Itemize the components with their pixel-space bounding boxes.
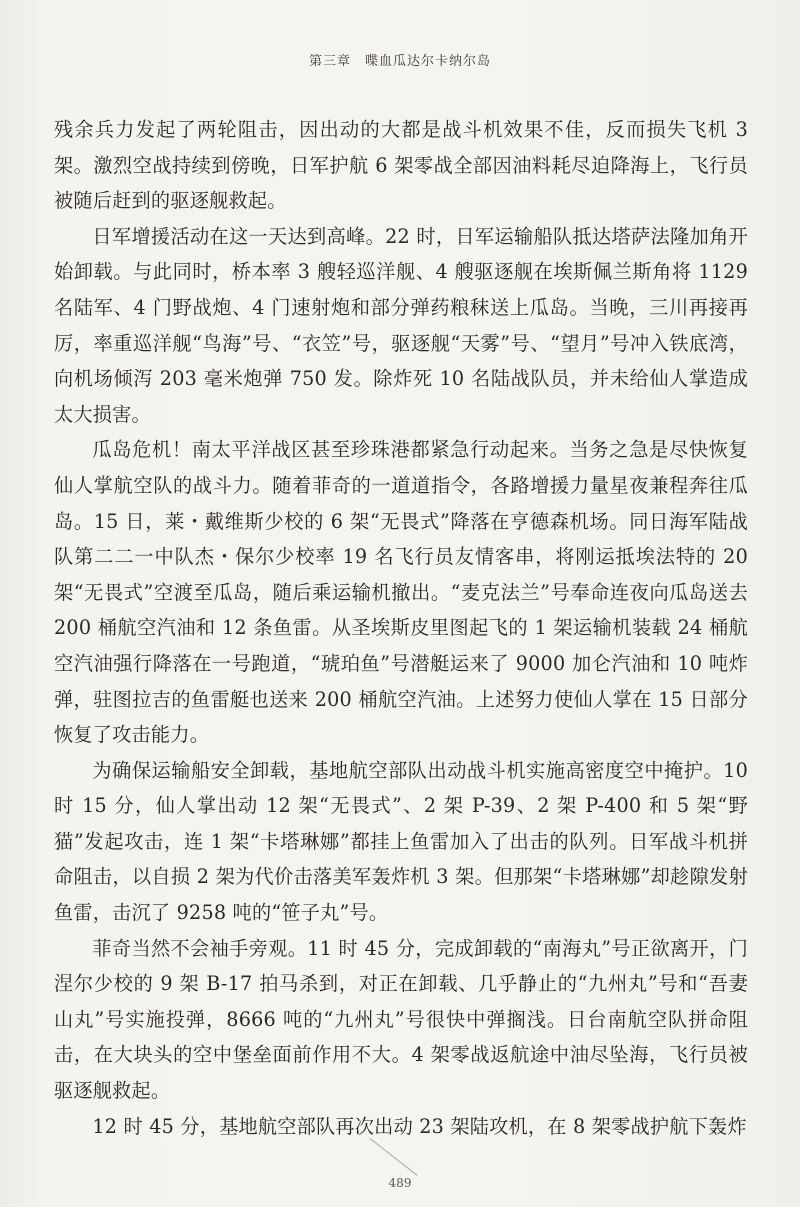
page-number: 489	[388, 1176, 412, 1190]
paragraph-1: 残余兵力发起了两轮阻击，因出动的大都是战斗机效果不佳，反而损失飞机 3 架。激烈空战持续到傍晚，日军护航 6 架零战全部因油料耗尽迫降海上，飞行员被随后赶到的驱逐舰救起。	[54, 118, 748, 213]
paragraph-5: 菲奇当然不会袖手旁观。11 时 45 分，完成卸载的“南海丸”号正欲离开，门涅尔少校的 9 架 B-17 拍马杀到，对正在卸载、几乎静止的“九州丸”号和“吾妻山丸”号实施投弹，8666 吨的“九州丸”号很快中弹搁浅。日台南航空队拼命阻击，在大块头的空中堡垒面前作用不大。4 架零战返航途中油尽坠海，飞行员被驱逐舰救起。	[54, 936, 748, 1103]
paragraph-2: 日军增援活动在这一天达到高峰。22 时，日军运输船队抵达塔萨法隆加角开始卸载。与此同时，桥本率 3 艘轻巡洋舰、4 艘驱逐舰在埃斯佩兰斯角将 1129 名陆军、4 门野战炮、4 门速射炮和部分弹药粮秣送上瓜岛。当晚，三川再接再厉，率重巡洋舰“鸟海”号、“衣笠”号，驱逐舰“天雾”号、“望月”号冲入铁底湾，向机场倾泻 203 毫米炮弹 750 发。除炸死 10 名陆战队员，并未给仙人掌造成太大损害。	[54, 224, 748, 426]
body-text	[54, 112, 748, 1144]
paragraph-4: 为确保运输船安全卸载，基地航空部队出动战斗机实施高密度空中掩护。10 时 15 分，仙人掌出动 12 架“无畏式”、2 架 P-39、2 架 P-400 和 5 架“野猫”发起攻击，连 1 架“卡塔琳娜”都挂上鱼雷加入了出击的队列。日军战斗机拼命阻击，以自损 2 架为代价击落美军轰炸机 3 架。但那架“卡塔琳娜”却趁隙发射鱼雷，击沉了 9258 吨的“笹子丸”号。	[54, 758, 748, 925]
running-head: 第三章 喋血瓜达尔卡纳尔岛	[308, 54, 491, 69]
paragraph-3: 瓜岛危机！南太平洋战区甚至珍珠港都紧急行动起来。当务之急是尽快恢复仙人掌航空队的战斗力。随着菲奇的一道道指令，各路增援力量星夜兼程奔往瓜岛。15 日，莱・戴维斯少校的 6 架“无畏式”降落在亨德森机场。同日海军陆战队第二二一中队杰・保尔少校率 19 名飞行员友情客串，将刚运抵埃法特的 20 架“无畏式”空渡至瓜岛，随后乘运输机撤出。“麦克法兰”号奉命连夜向瓜岛送去 200 桶航空汽油和 12 条鱼雷。从圣埃斯皮里图起飞的 1 架运输机装载 24 桶航空汽油强行降落在一号跑道，“琥珀鱼”号潜艇运来了 9000 加仑汽油和 10 吨炸弹，驻图拉吉的鱼雷艇也送来 200 桶航空汽油。上述努力使仙人掌在 15 日部分恢复了攻击能力。	[54, 438, 748, 747]
paragraph-6: 12 时 45 分，基地航空部队再次出动 23 架陆攻机，在 8 架零战护航下轰炸	[92, 1114, 747, 1138]
